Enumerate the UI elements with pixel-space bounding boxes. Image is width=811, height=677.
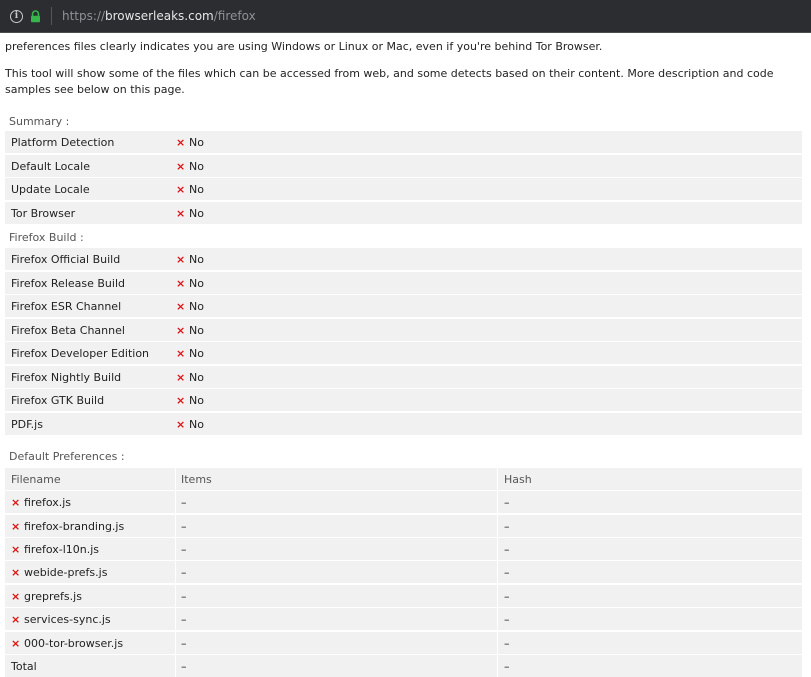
column-header-items: Items <box>175 468 501 490</box>
cross-icon: × <box>176 346 186 360</box>
cross-icon: × <box>11 589 21 603</box>
hash-cell: – <box>497 655 794 677</box>
value-text: No <box>189 346 204 360</box>
address-bar[interactable] <box>0 0 811 33</box>
row-value <box>176 394 204 407</box>
build-row <box>5 295 802 317</box>
total-label: Total <box>11 659 37 673</box>
row-value <box>176 253 204 266</box>
value-text: No <box>189 252 204 266</box>
hash-cell: – <box>497 632 794 654</box>
cross-icon: × <box>176 182 186 196</box>
row-value <box>176 207 204 220</box>
filename: firefox.js <box>24 495 72 509</box>
items-cell: – <box>175 538 501 560</box>
build-row <box>5 319 802 341</box>
table-row <box>5 515 802 537</box>
prefs-heading: Default Preferences : <box>9 450 125 463</box>
cross-icon: × <box>176 299 186 313</box>
row-label: Firefox ESR Channel <box>11 299 122 313</box>
cross-icon: × <box>11 565 21 579</box>
lock-icon[interactable] <box>30 9 42 23</box>
column-header-filename: Filename <box>11 472 61 486</box>
url-path: /firefox <box>213 9 256 23</box>
row-value <box>176 136 204 149</box>
row-label: Default Locale <box>11 159 90 173</box>
row-value <box>176 371 204 384</box>
cross-icon: × <box>176 323 186 337</box>
hash-cell: – <box>497 608 794 630</box>
build-row <box>5 342 802 364</box>
url-text[interactable] <box>62 9 256 23</box>
table-row <box>5 538 802 560</box>
cross-icon: × <box>176 393 186 407</box>
cross-icon: × <box>176 206 186 220</box>
hash-cell: – <box>497 585 794 607</box>
cross-icon: × <box>176 159 186 173</box>
summary-heading: Summary : <box>9 115 70 128</box>
cross-icon: × <box>176 135 186 149</box>
row-label: Tor Browser <box>11 206 76 220</box>
url-scheme: https:// <box>62 9 106 23</box>
table-row <box>5 632 802 654</box>
filename: greprefs.js <box>24 589 82 603</box>
cross-icon: × <box>11 495 21 509</box>
column-header-hash: Hash <box>497 468 794 490</box>
filename: 000-tor-browser.js <box>24 636 124 650</box>
value-text: No <box>189 159 204 173</box>
value-text: No <box>189 299 204 313</box>
row-label: Update Locale <box>11 182 90 196</box>
cross-icon: × <box>11 612 21 626</box>
cross-icon: × <box>176 252 186 266</box>
filename: firefox-l10n.js <box>24 542 100 556</box>
row-value <box>176 160 204 173</box>
value-text: No <box>189 417 204 431</box>
hash-cell: – <box>497 561 794 583</box>
value-text: No <box>189 276 204 290</box>
cross-icon: × <box>11 542 21 556</box>
row-label: Firefox Beta Channel <box>11 323 125 337</box>
items-cell: – <box>175 608 501 630</box>
build-heading: Firefox Build : <box>9 231 84 244</box>
value-text: No <box>189 182 204 196</box>
items-cell: – <box>175 515 501 537</box>
row-value <box>176 183 204 196</box>
cross-icon: × <box>176 370 186 384</box>
table-header <box>5 468 802 490</box>
table-row <box>5 585 802 607</box>
value-text: No <box>189 393 204 407</box>
row-label: PDF.js <box>11 417 43 431</box>
filename: services-sync.js <box>24 612 111 626</box>
row-value <box>176 324 204 337</box>
intro-paragraph-2: This tool will show some of the files which can be accessed from web, and some detects based on their content. More description and code samples see below on this page. <box>5 67 774 96</box>
value-text: No <box>189 206 204 220</box>
summary-row <box>5 131 802 153</box>
items-cell: – <box>175 491 501 513</box>
items-cell: – <box>175 655 501 677</box>
row-label: Firefox Official Build <box>11 252 121 266</box>
filename: firefox-branding.js <box>24 519 125 533</box>
row-label: Firefox Developer Edition <box>11 346 150 360</box>
items-cell: – <box>175 585 501 607</box>
build-row <box>5 366 802 388</box>
summary-row <box>5 155 802 177</box>
value-text: No <box>189 370 204 384</box>
hash-cell: – <box>497 515 794 537</box>
cross-icon: × <box>176 276 186 290</box>
row-label: Firefox Nightly Build <box>11 370 122 384</box>
build-row <box>5 248 802 270</box>
cross-icon: × <box>11 636 21 650</box>
table-row <box>5 561 802 583</box>
table-row <box>5 491 802 513</box>
items-cell: – <box>175 632 501 654</box>
urlbar-separator <box>51 7 52 25</box>
value-text: No <box>189 135 204 149</box>
row-value <box>176 418 204 431</box>
hash-cell: – <box>497 538 794 560</box>
info-icon[interactable]: i <box>10 10 23 23</box>
table-row <box>5 608 802 630</box>
value-text: No <box>189 323 204 337</box>
row-label: Firefox Release Build <box>11 276 125 290</box>
row-label: Platform Detection <box>11 135 115 149</box>
build-row <box>5 272 802 294</box>
table-row-total <box>5 655 802 677</box>
intro-paragraph-1: preferences files clearly indicates you are using Windows or Linux or Mac, even if you're behind Tor Browser. <box>5 40 603 53</box>
cross-icon: × <box>11 519 21 533</box>
row-value <box>176 347 204 360</box>
hash-cell: – <box>497 491 794 513</box>
filename: webide-prefs.js <box>24 565 108 579</box>
row-label: Firefox GTK Build <box>11 393 105 407</box>
build-row <box>5 413 802 435</box>
cross-icon: × <box>176 417 186 431</box>
row-value <box>176 300 204 313</box>
url-host: browserleaks.com <box>105 9 214 23</box>
summary-row <box>5 202 802 224</box>
build-row <box>5 389 802 411</box>
summary-row <box>5 178 802 200</box>
row-value <box>176 277 204 290</box>
items-cell: – <box>175 561 501 583</box>
